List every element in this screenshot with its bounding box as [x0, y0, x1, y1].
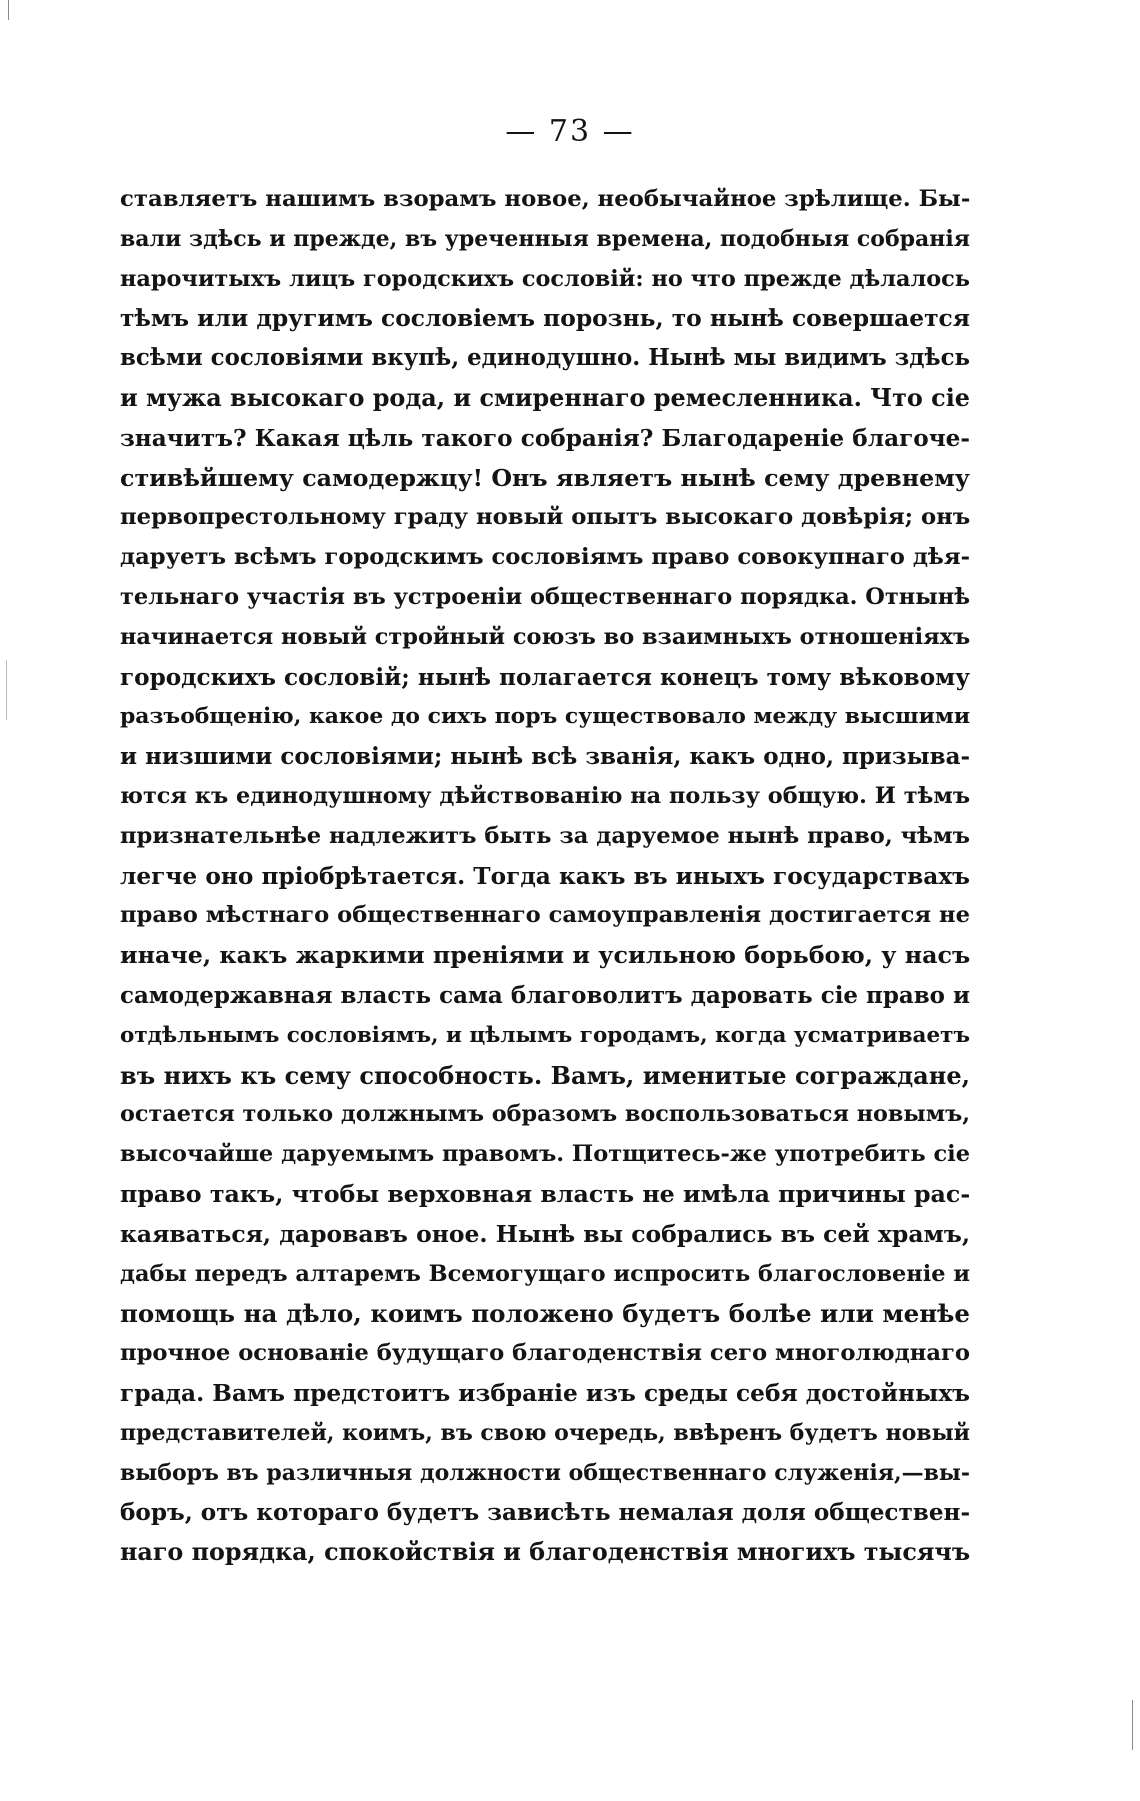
text-line: помощь на дѣло, коимъ положено будетъ болѣе или менѣе	[120, 1299, 970, 1329]
text-line: дабы передъ алтаремъ Всемогущаго испросить благословеніе и	[120, 1260, 970, 1287]
text-line: самодержавная власть сама благоволитъ даровать сіе право и	[120, 981, 970, 1009]
text-line: разъобщенію, какое до сихъ поръ существовало между высшими	[120, 703, 971, 730]
text-line: каяваться, даровавъ оное. Нынѣ вы собрались въ сей храмъ,	[120, 1219, 970, 1248]
text-line: остается только должнымъ образомъ воспользоваться новымъ,	[120, 1101, 970, 1128]
text-line: боръ, отъ котораго будетъ зависѣть немалая доля обществен-	[120, 1499, 971, 1527]
text-line: и мужа высокаго рода, и смиреннаго ремесленника. Что сіе	[120, 383, 970, 412]
text-line: ются къ единодушному дѣйствованію на пользу общую. И тѣмъ	[120, 782, 970, 809]
text-line: право такъ, чтобы верховная власть не имѣла причины рас-	[120, 1179, 971, 1208]
text-line: легче оно пріобрѣтается. Тогда какъ въ иныхъ государствахъ	[120, 862, 970, 890]
text-line: начинается новый стройный союзъ во взаимныхъ отношеніяхъ	[120, 623, 971, 650]
text-line: тѣмъ или другимъ сословіемъ порознь, то нынѣ совершается	[120, 304, 970, 333]
text-line: иначе, какъ жаркими преніями и усильною борьбою, у насъ	[120, 941, 971, 970]
text-line: вали здѣсь и прежде, въ урeченныя времена, подобныя собранія	[120, 225, 970, 252]
text-line: значитъ? Какая цѣль такого собранія? Благодареніе благоче-	[120, 424, 970, 452]
text-line: наго порядка, спокойствія и благоденствія многихъ тысячъ	[120, 1538, 971, 1567]
scan-edge-mark	[6, 660, 7, 720]
page-number: — 73 —	[505, 114, 635, 149]
text-line: тельнаго участія въ устроеніи общественнаго порядка. Отнынѣ	[120, 583, 970, 610]
text-line: ставляетъ нашимъ взорамъ новое, необычайное зрѣлище. Бы-	[120, 186, 971, 212]
text-line: отдѣльнымъ сословіямъ, и цѣлымъ городамъ, когда усматриваетъ	[120, 1022, 970, 1048]
scan-edge-mark	[8, 0, 9, 20]
scan-edge-mark	[1132, 1700, 1133, 1750]
text-line: прочное основаніе будущаго благоденствія сего многолюднаго	[120, 1340, 970, 1367]
text-line: стивѣйшему самодержцу! Онъ являетъ нынѣ сему древнему	[120, 463, 970, 492]
text-line: представителей, коимъ, въ свою очередь, ввѣренъ будетъ новый	[120, 1419, 970, 1446]
text-line: городскихъ сословій; нынѣ полагается конецъ тому вѣковому	[120, 663, 971, 691]
text-line: высочайше даруемымъ правомъ. Потщитесь-же употребить сіе	[120, 1141, 971, 1168]
text-line: первопрестольному граду новый опытъ высокаго довѣрія; онъ	[120, 504, 971, 531]
text-line: града. Вамъ предстоитъ избраніе изъ среды себя достойныхъ	[120, 1379, 970, 1407]
text-line: выборъ въ различныя должности общественнаго служенія,—вы-	[120, 1459, 970, 1486]
text-line: даруетъ всѣмъ городскимъ сословіямъ право совокупнаго дѣя-	[120, 544, 970, 571]
body-text	[120, 180, 970, 1573]
text-line: признательнѣе надлежитъ быть за даруемое нынѣ право, чѣмъ	[120, 822, 970, 849]
text-line: въ нихъ къ сему способность. Вамъ, именитые сограждане,	[120, 1060, 970, 1090]
text-line: и низшими сословіями; нынѣ всѣ званія, какъ одно, призыва-	[120, 743, 970, 771]
text-line: всѣми сословіями вкупѣ, единодушно. Нынѣ мы видимъ здѣсь	[120, 345, 970, 372]
text-line: право мѣстнаго общественнаго самоуправленія достигается не	[120, 902, 970, 929]
text-line: нарочитыхъ лицъ городскихъ сословій: но что прежде дѣлалось	[120, 265, 970, 292]
